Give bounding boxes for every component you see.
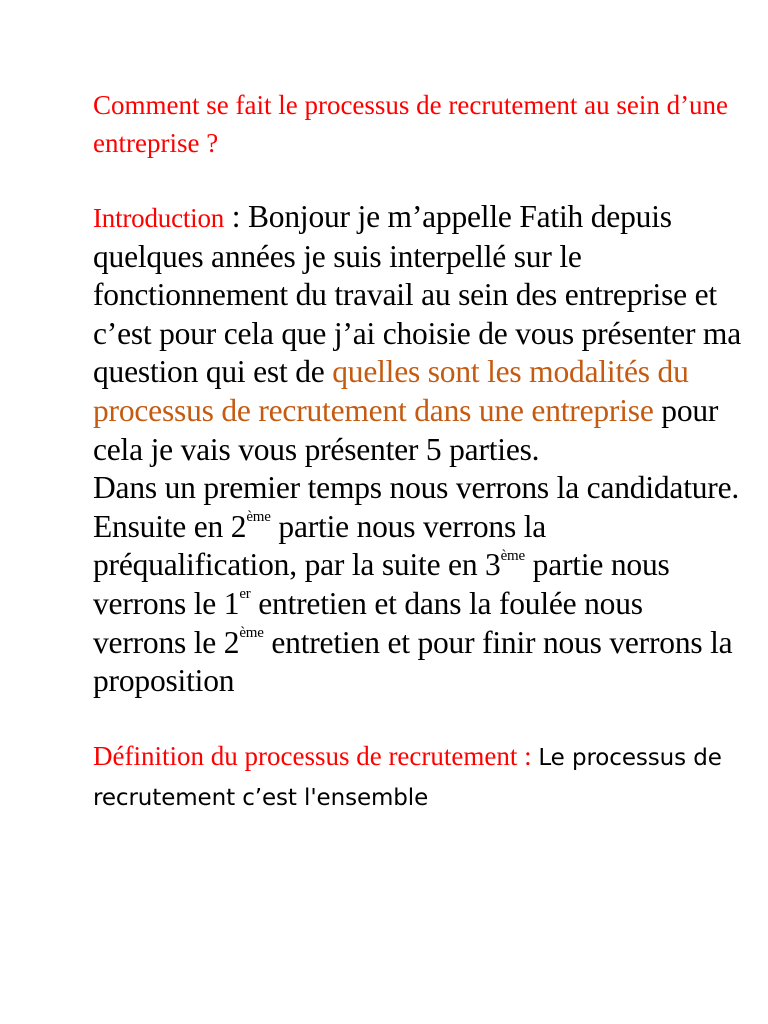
plan-text-2: partie nous verrons la préqualification, par la suite en 3 bbox=[93, 508, 547, 583]
document-body bbox=[93, 86, 743, 817]
introduction-label: Introduction bbox=[93, 203, 225, 233]
plan-text-3: partie nous verrons le 1 bbox=[93, 547, 670, 621]
plan-text-1: Dans un premier temps nous verrons la candidature. Ensuite en 2 bbox=[93, 470, 740, 544]
ordinal-suffix-2: ème bbox=[500, 547, 525, 564]
introduction-separator: : bbox=[224, 199, 248, 234]
research-question: quelles sont les modalités du processus de recrutement dans une entreprise bbox=[93, 354, 689, 428]
introduction-paragraph bbox=[93, 198, 743, 701]
ordinal-suffix-4: ème bbox=[239, 625, 264, 642]
plan-text-4: entretien et dans la foulée nous verrons le 2 bbox=[93, 585, 643, 660]
ordinal-suffix-1: ème bbox=[246, 509, 271, 526]
introduction-text: Bonjour je m’appelle Fatih depuis quelques années je suis interpellé sur le fonctionnement du travail au sein des entreprise et c’est pour cela que j’ai choisie de vous présenter ma question qui est de bbox=[93, 199, 742, 390]
definition-text: Le processus de recrutement c’est l'ensemble bbox=[93, 744, 722, 811]
document-title: Comment se fait le processus de recrutement au sein d’une entreprise ? bbox=[93, 90, 729, 158]
ordinal-suffix-3: er bbox=[239, 586, 251, 603]
definition-label: Définition du processus de recrutement : bbox=[93, 740, 539, 771]
introduction-text-end: pour cela je vais vous présenter 5 parties. bbox=[93, 392, 719, 467]
plan-text-5: entretien et pour finir nous verrons la proposition bbox=[93, 624, 733, 699]
definition-paragraph bbox=[93, 737, 743, 817]
